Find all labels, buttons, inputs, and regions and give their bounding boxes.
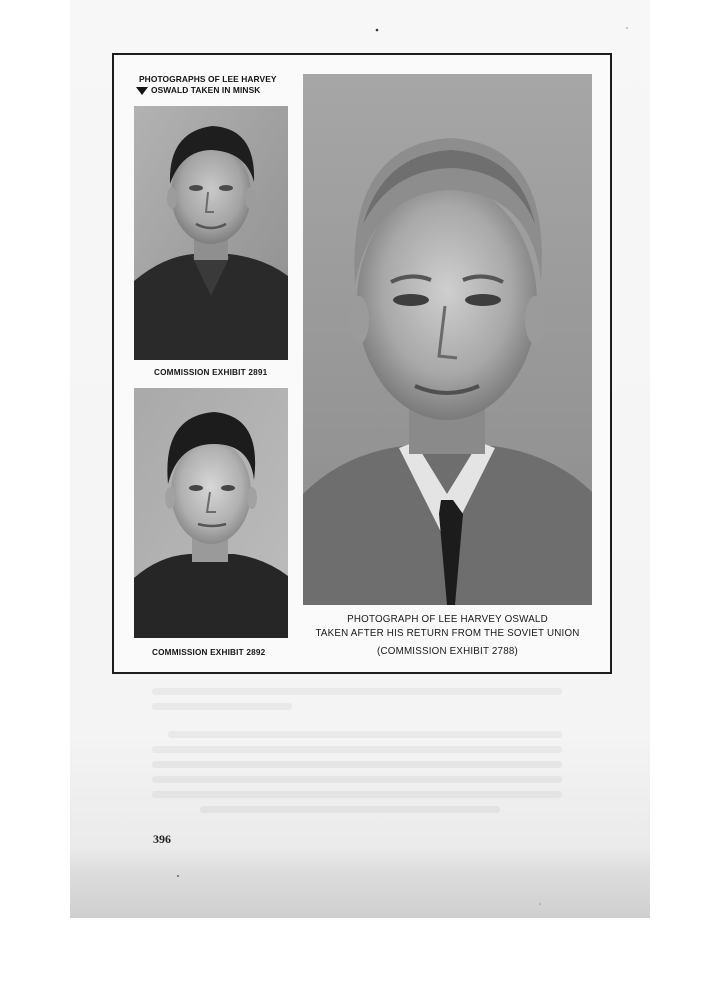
minsk-photos-heading: [136, 74, 306, 96]
exhibit-2891-label: COMMISSION EXHIBIT 2891: [154, 368, 268, 377]
photo-exhibit-2788: [303, 74, 592, 605]
arrow-down-icon: [136, 87, 148, 95]
photo-exhibit-2891: [134, 106, 288, 360]
main-caption-line-2: TAKEN AFTER HIS RETURN FROM THE SOVIET UNION: [315, 628, 580, 639]
main-photo-caption: [303, 613, 592, 659]
main-caption-line-1: PHOTOGRAPH OF LEE HARVEY OSWALD: [347, 614, 548, 625]
heading-line-2: OSWALD TAKEN IN MINSK: [151, 85, 261, 95]
page-shadow: [70, 848, 650, 918]
heading-line-1: PHOTOGRAPHS OF LEE HARVEY: [139, 74, 277, 84]
page-number: 396: [153, 832, 171, 846]
exhibit-2788-label: (COMMISSION EXHIBIT 2788): [377, 646, 518, 657]
exhibit-2892-label: COMMISSION EXHIBIT 2892: [152, 648, 266, 657]
photo-exhibit-2892: [134, 388, 288, 638]
